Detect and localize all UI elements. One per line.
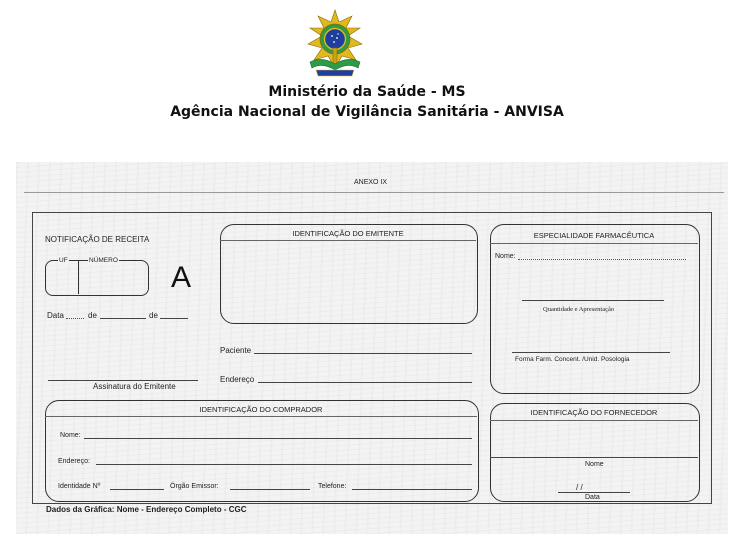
data-label: Data: [47, 311, 64, 320]
fornecedor-nome-line: [490, 457, 698, 458]
especialidade-title: ESPECIALIDADE FARMACÊUTICA: [533, 231, 655, 240]
telefone-line: [352, 489, 472, 490]
especialidade-nome-line: [518, 259, 686, 260]
forma-label: Forma Farm. Concent. /Unid. Posologia: [515, 356, 630, 363]
assinatura-label: Assinatura do Emitente: [93, 382, 176, 391]
comprador-endereco-line: [96, 464, 472, 465]
fornecedor-title: IDENTIFICAÇÃO DO FORNECEDOR: [530, 408, 658, 417]
fornecedor-nome-label: Nome: [585, 461, 604, 468]
de-label-2: de: [149, 311, 158, 320]
notificacao-title: NOTIFICAÇÃO DE RECEITA: [45, 235, 150, 244]
emitente-header-line: [220, 240, 476, 241]
emitente-box: [220, 224, 478, 324]
comprador-title: IDENTIFICAÇÃO DO COMPRADOR: [199, 405, 323, 414]
coat-of-arms-emblem: [302, 8, 368, 80]
especialidade-header-line: [490, 243, 698, 244]
data-day-line: [66, 318, 84, 319]
scan-top-line: [24, 192, 724, 193]
data-year-line: [160, 318, 188, 319]
identidade-label: Identidade Nº: [58, 483, 101, 490]
prescription-type-letter: A: [171, 261, 192, 294]
forma-line: [512, 352, 670, 353]
endereco-paciente-label: Endereço: [220, 375, 255, 384]
quantidade-line: [522, 300, 664, 301]
fornecedor-data-label: Data: [585, 494, 600, 501]
comprador-header-line: [45, 416, 477, 417]
fornecedor-header-line: [490, 420, 698, 421]
dados-grafica: Dados da Gráfica: Nome - Endereço Completo - CGC: [46, 505, 247, 514]
orgao-emissor-label: Órgão Emissor:: [170, 483, 219, 490]
paciente-label: Paciente: [220, 346, 252, 355]
numero-label: NÚMERO: [89, 257, 118, 264]
fornecedor-box: [490, 403, 700, 502]
uf-numero-divider: [78, 260, 79, 294]
orgao-emissor-line: [230, 489, 310, 490]
ministry-title: Ministério da Saúde - MS: [268, 84, 466, 100]
paciente-line: [254, 353, 472, 354]
identidade-line: [110, 489, 164, 490]
endereco-paciente-line: [258, 382, 472, 383]
uf-label: UF: [59, 257, 68, 264]
de-label-1: de: [88, 311, 97, 320]
uf-numero-box: [45, 260, 149, 296]
comprador-nome-label: Nome:: [60, 432, 81, 439]
annex-label: ANEXO IX: [354, 179, 388, 186]
telefone-label: Telefone:: [318, 483, 347, 490]
comprador-nome-line: [84, 438, 472, 439]
assinatura-line: [48, 380, 198, 381]
especialidade-nome-label: Nome:: [495, 253, 516, 260]
quantidade-label: Quantidade e Apresentação: [543, 306, 615, 313]
emitente-title: IDENTIFICAÇÃO DO EMITENTE: [292, 229, 404, 238]
fornecedor-data-slashes: / /: [576, 483, 583, 492]
agency-title: Agência Nacional de Vigilância Sanitária - ANVISA: [170, 104, 564, 120]
data-month-line: [100, 318, 146, 319]
comprador-endereco-label: Endereço:: [58, 458, 90, 465]
